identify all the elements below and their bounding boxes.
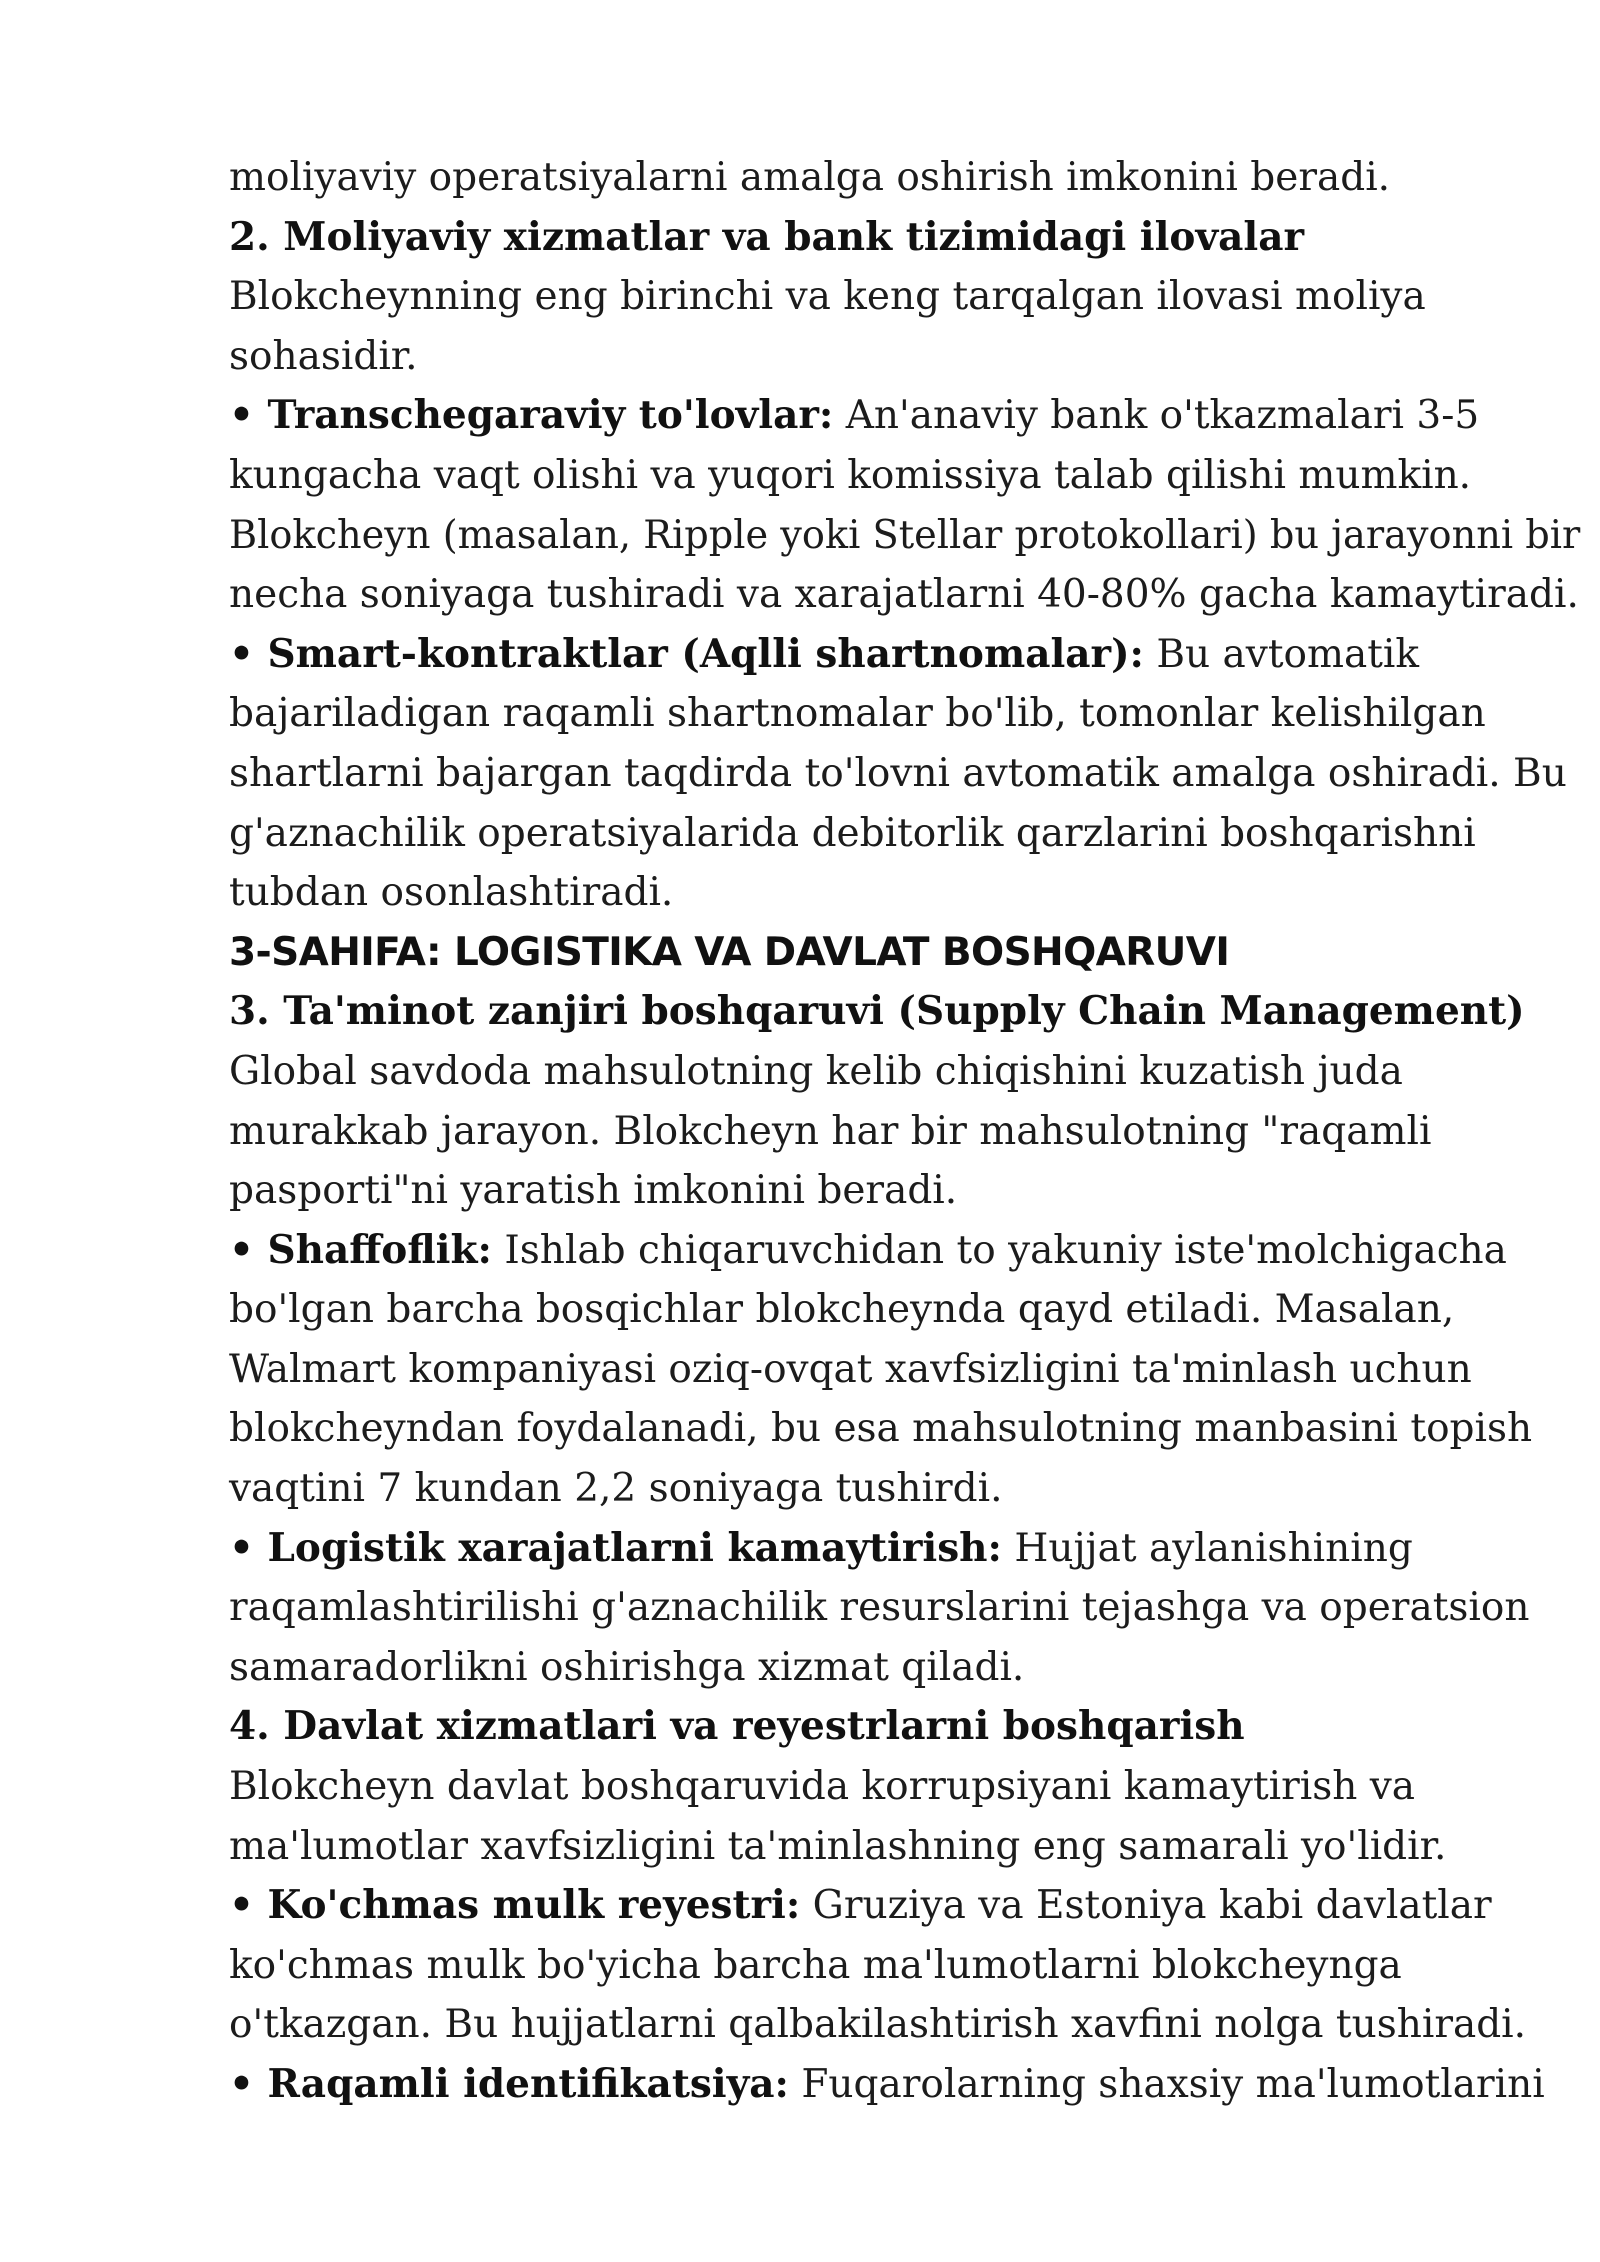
- line-text: pasporti"ni yaratish imkonini beradi.: [229, 1168, 958, 1214]
- text-line: [229, 1638, 1569, 1698]
- line-text: Global savdoda mahsulotning kelib chiqishini kuzatish juda: [229, 1048, 1403, 1094]
- line-text: tubdan osonlashtiradi.: [229, 870, 674, 916]
- heading-text: 4. Davlat xizmatlari va reyestrlarni boshqarish: [229, 1703, 1245, 1750]
- heading-text: 2. Moliyaviy xizmatlar va bank tizimidagi ilovalar: [229, 213, 1305, 260]
- bullet-line: [229, 1876, 1569, 1936]
- line-text: g'aznachilik operatsiyalarida debitorlik qarzlarini boshqarishni: [229, 810, 1476, 856]
- line-text: vaqtini 7 kundan 2,2 soniyaga tushirdi.: [229, 1466, 1003, 1512]
- line-text: Blokcheynning eng birinchi va keng tarqalgan ilovasi moliya: [229, 274, 1426, 320]
- line-text: bo'lgan barcha bosqichlar blokcheynda qayd etiladi. Masalan,: [229, 1287, 1455, 1333]
- line-text: sohasidir.: [229, 333, 418, 379]
- line-text: ma'lumotlar xavfsizligini ta'minlashning eng samarali yo'lidir.: [229, 1823, 1447, 1869]
- line-text: samaradorlikni oshirishga xizmat qiladi.: [229, 1644, 1025, 1690]
- text-line: [229, 1161, 1569, 1221]
- section-heading: [229, 982, 1569, 1042]
- page-section-title-text: 3-SAHIFA: LOGISTIKA VA DAVLAT BOSHQARUVI: [229, 929, 1230, 975]
- text-line: [229, 1280, 1569, 1340]
- text-line: [229, 1817, 1569, 1877]
- line-text: necha soniyaga tushiradi va xarajatlarni 40-80% gacha kamaytiradi.: [229, 572, 1579, 618]
- line-text: Blokcheyn davlat boshqaruvida korrupsiyani kamaytirish va: [229, 1764, 1416, 1810]
- bullet-term: • Logistik xarajatlarni kamaytirish:: [229, 1524, 1002, 1571]
- text-line: [229, 804, 1569, 864]
- text-line: [229, 1757, 1569, 1817]
- bullet-term: • Raqamli identifikatsiya:: [229, 2061, 789, 2107]
- text-line: [229, 1340, 1569, 1400]
- line-text: bajariladigan raqamli shartnomalar bo'lib, tomonlar kelishilgan: [229, 691, 1486, 737]
- text-line: [229, 1995, 1569, 2055]
- text-line: [229, 684, 1569, 744]
- line-text: blokcheyndan foydalanadi, bu esa mahsulotning manbasini topish: [229, 1406, 1533, 1452]
- line-text: Fuqarolarning shaxsiy ma'lumotlarini: [788, 2062, 1545, 2107]
- text-line: [229, 1102, 1569, 1162]
- text-line: [229, 327, 1569, 387]
- text-line: [229, 565, 1579, 625]
- bullet-line: [229, 2055, 1569, 2115]
- line-text: Bu avtomatik: [1143, 631, 1419, 677]
- text-line: [229, 744, 1569, 804]
- document-page: [229, 148, 1581, 2115]
- section-heading: [229, 1697, 1569, 1757]
- line-text: Hujjat aylanishining: [1001, 1525, 1413, 1571]
- text-line: [229, 446, 1569, 506]
- text-line: [229, 1399, 1569, 1459]
- bullet-term: • Smart-kontraktlar (Aqlli shartnomalar):: [229, 630, 1144, 677]
- section-heading: [229, 208, 1569, 268]
- heading-text: 3. Ta'minot zanjiri boshqaruvi (Supply Chain Management): [229, 988, 1525, 1035]
- text-line: [229, 1459, 1569, 1519]
- text-line: [229, 1578, 1569, 1638]
- text-line: [229, 1936, 1569, 1996]
- page-section-title: [229, 923, 1569, 983]
- text-line: [229, 863, 1569, 923]
- bullet-line: [229, 1221, 1569, 1281]
- line-text: Walmart kompaniyasi oziq-ovqat xavfsizligini ta'minlash uchun: [229, 1346, 1472, 1392]
- line-text: murakkab jarayon. Blokcheyn har bir mahsulotning "raqamli: [229, 1108, 1432, 1154]
- line-text: o'tkazgan. Bu hujjatlarni qalbakilashtirish xavfini nolga tushiradi.: [229, 2002, 1527, 2048]
- line-text: Gruziya va Estoniya kabi davlatlar: [800, 1883, 1492, 1929]
- bullet-term: • Ko'chmas mulk reyestri:: [229, 1882, 801, 1929]
- line-text: Ishlab chiqaruvchidan to yakuniy iste'molchigacha: [491, 1227, 1507, 1273]
- bullet-term: • Transchegaraviy to'lovlar:: [229, 392, 834, 439]
- line-text: raqamlashtirilishi g'aznachilik resurslarini tejashga va operatsion: [229, 1585, 1530, 1631]
- bullet-line: [229, 625, 1569, 685]
- text-line: [229, 267, 1569, 327]
- line-text: Blokcheyn (masalan, Ripple yoki Stellar protokollari) bu jarayonni bir: [229, 512, 1581, 558]
- text-line: [229, 1042, 1569, 1102]
- line-text: kungacha vaqt olishi va yuqori komissiya talab qilishi mumkin.: [229, 452, 1472, 498]
- text-line: [229, 506, 1581, 566]
- line-text: shartlarni bajargan taqdirda to'lovni avtomatik amalga oshiradi. Bu: [229, 750, 1567, 796]
- bullet-term: • Shaffoflik:: [229, 1226, 492, 1273]
- line-text: moliyaviy operatsiyalarni amalga oshirish imkonini beradi.: [229, 155, 1391, 200]
- line-text: An'anaviy bank o'tkazmalari 3-5: [833, 393, 1480, 439]
- line-text: ko'chmas mulk bo'yicha barcha ma'lumotlarni blokcheynga: [229, 1942, 1402, 1988]
- text-line: [229, 148, 1569, 208]
- bullet-line: [229, 1519, 1569, 1579]
- bullet-line: [229, 386, 1569, 446]
